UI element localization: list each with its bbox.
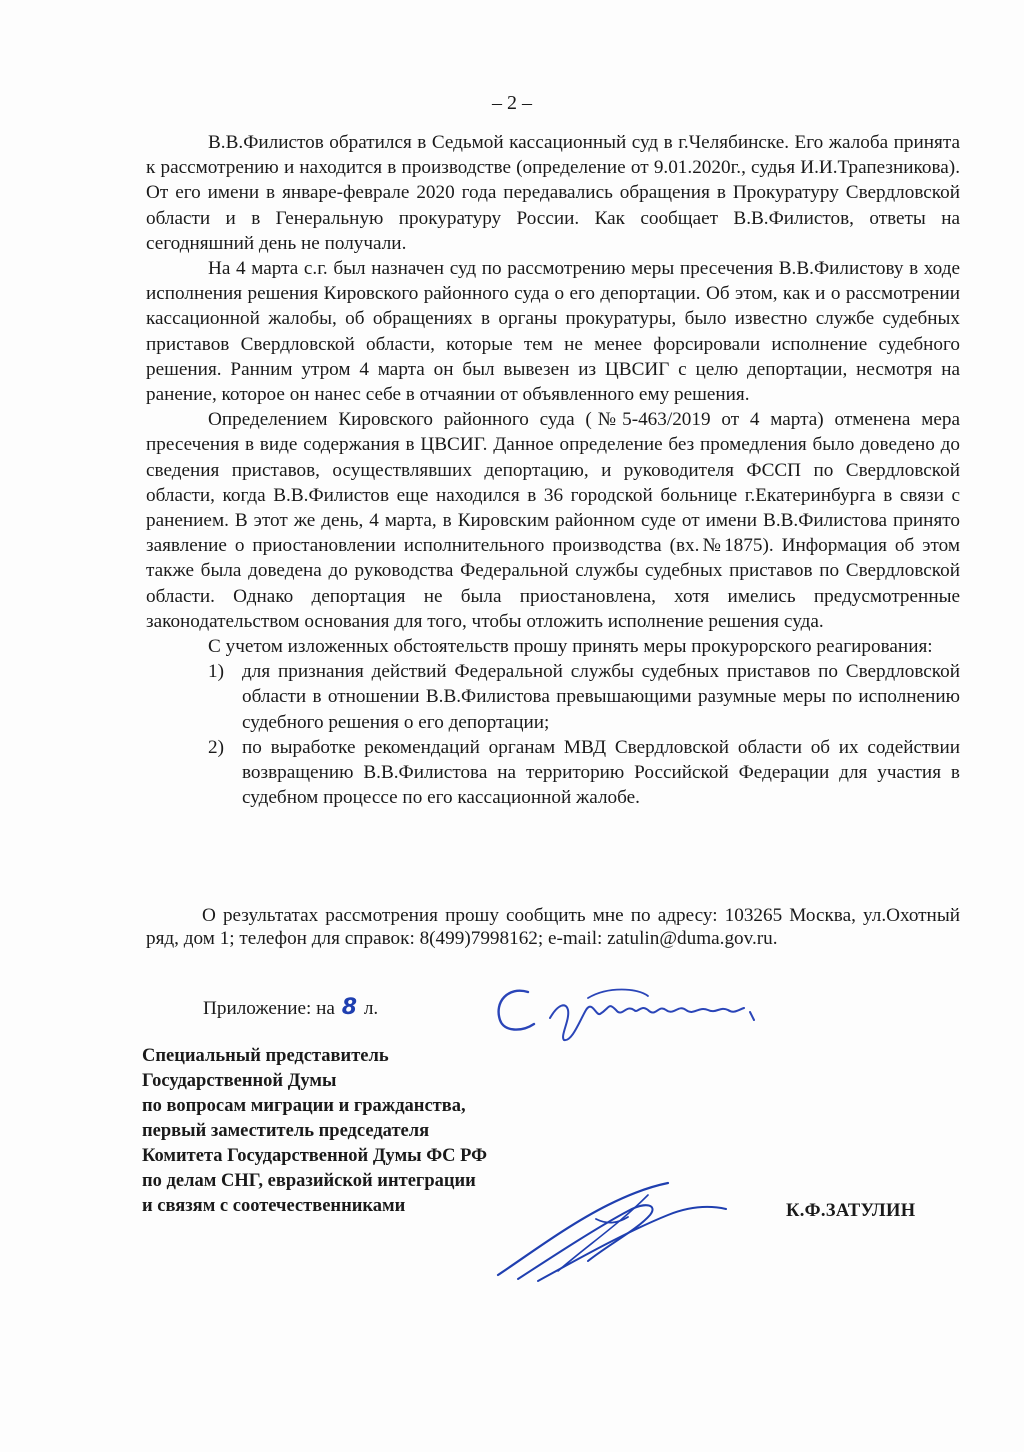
contact-paragraph: О результатах рассмотрения прошу сообщить мне по адресу: 103265 Москва, ул.Охотный ряд, дом 1; телефон для справок: 8(499)7998162; e-mail: zatulin@duma.gov.ru.: [146, 905, 960, 949]
paragraph-request: С учетом изложенных обстоятельств прошу принять меры прокурорского реагирования:: [208, 636, 933, 658]
signatory-title-line: по делам СНГ, евразийской интеграции: [142, 1171, 476, 1191]
page-number: – 2 –: [492, 92, 532, 114]
list-item-text: по выработке рекомендаций органам МВД Свердловской области об их содействии возвращению В.В.Филистова на территорию Российской Федерации для участия в судебном процессе по его кассационной жалобе.: [242, 736, 960, 809]
signatory-title-line: Комитета Государственной Думы ФС РФ: [142, 1146, 487, 1166]
signatory-name: К.Ф.ЗАТУЛИН: [786, 1201, 916, 1221]
attachment-label: Приложение: на: [203, 998, 335, 1019]
signatory-title-line: и связям с соотечественниками: [142, 1196, 406, 1216]
paragraph-court-ruling: Определением Кировского районного суда (№5-463/2019 от 4 марта) отменена мера пресечения в виде содержания в ЦВСИГ. Данное определение без промедления было доведено до сведения приставов, осуществлявших депортацию, и руководителя ФССП по Свердловской области, когда В.В.Филистов еще находился в 36 городской больнице г.Екатеринбурга в связи с ранением. В этот же день, 4 марта, в Кировским районном суде от имени В.В.Филистова принято заявление о приостановлении исполнительного производства (вх.№1875). Информация об этом также была доведена до руководства Федеральной службы судебных приставов по Свердловской области. Однако депортация не была приостановлена, хотя имелись предусмотренные законодательством основания для того, чтобы отложить исполнение решения суда.: [146, 409, 960, 632]
attachment-line: [203, 995, 378, 1020]
paragraph-deportation: На 4 марта с.г. был назначен суд по рассмотрению меры пресечения В.В.Филистову в ходе исполнения решения Кировского районного суда о его депортации. Об этом, как и о рассмотрении кассационной жалобы, об обращениях в органы прокуратуры, было известно службе судебных приставов Свердловской области, которые тем не менее форсировали исполнение судебного решения. Ранним утром 4 марта он был вывезен из ЦВСИГ с целю депортации, несмотря на ранение, которое он нанес себе в отчаянии от объявленного ему решения.: [146, 258, 960, 406]
list-item: [146, 735, 960, 811]
signatory-title-line: Государственной Думы: [142, 1071, 337, 1091]
letter-body: [146, 130, 960, 810]
signatory-title-line: по вопросам миграции и гражданства,: [142, 1096, 466, 1116]
paragraph-appeal: В.В.Филистов обратился в Седьмой кассационный суд в г.Челябинске. Его жалоба принята к рассмотрению и находится в производстве (определение от 9.01.2020г., судья И.И.Трапезникова). От его имени в январе-феврале 2020 года передавались обращения в Прокуратуру Свердловской области и в Генеральную прокуратуру России. Как сообщает В.В.Филистов, ответы на сегодняшний день не получали.: [146, 132, 960, 254]
handwritten-regards: [488, 980, 788, 1050]
attachment-count-handwritten: 8: [341, 995, 358, 1020]
list-item-number: 1): [208, 661, 224, 683]
request-list: [146, 659, 960, 810]
signatory-title: [142, 1044, 487, 1219]
signatory-title-line: первый заместитель председателя: [142, 1121, 430, 1141]
list-item: [146, 659, 960, 735]
list-item-number: 2): [208, 736, 224, 758]
attachment-unit: л.: [363, 998, 379, 1019]
signatory-title-line: Специальный представитель: [142, 1046, 389, 1066]
handwritten-signature: [478, 1175, 738, 1285]
list-item-text: для признания действий Федеральной службы судебных приставов по Свердловской области в отношении В.В.Филистова превышающими разумные меры по исполнению судебного решения о его депортации;: [242, 661, 960, 733]
